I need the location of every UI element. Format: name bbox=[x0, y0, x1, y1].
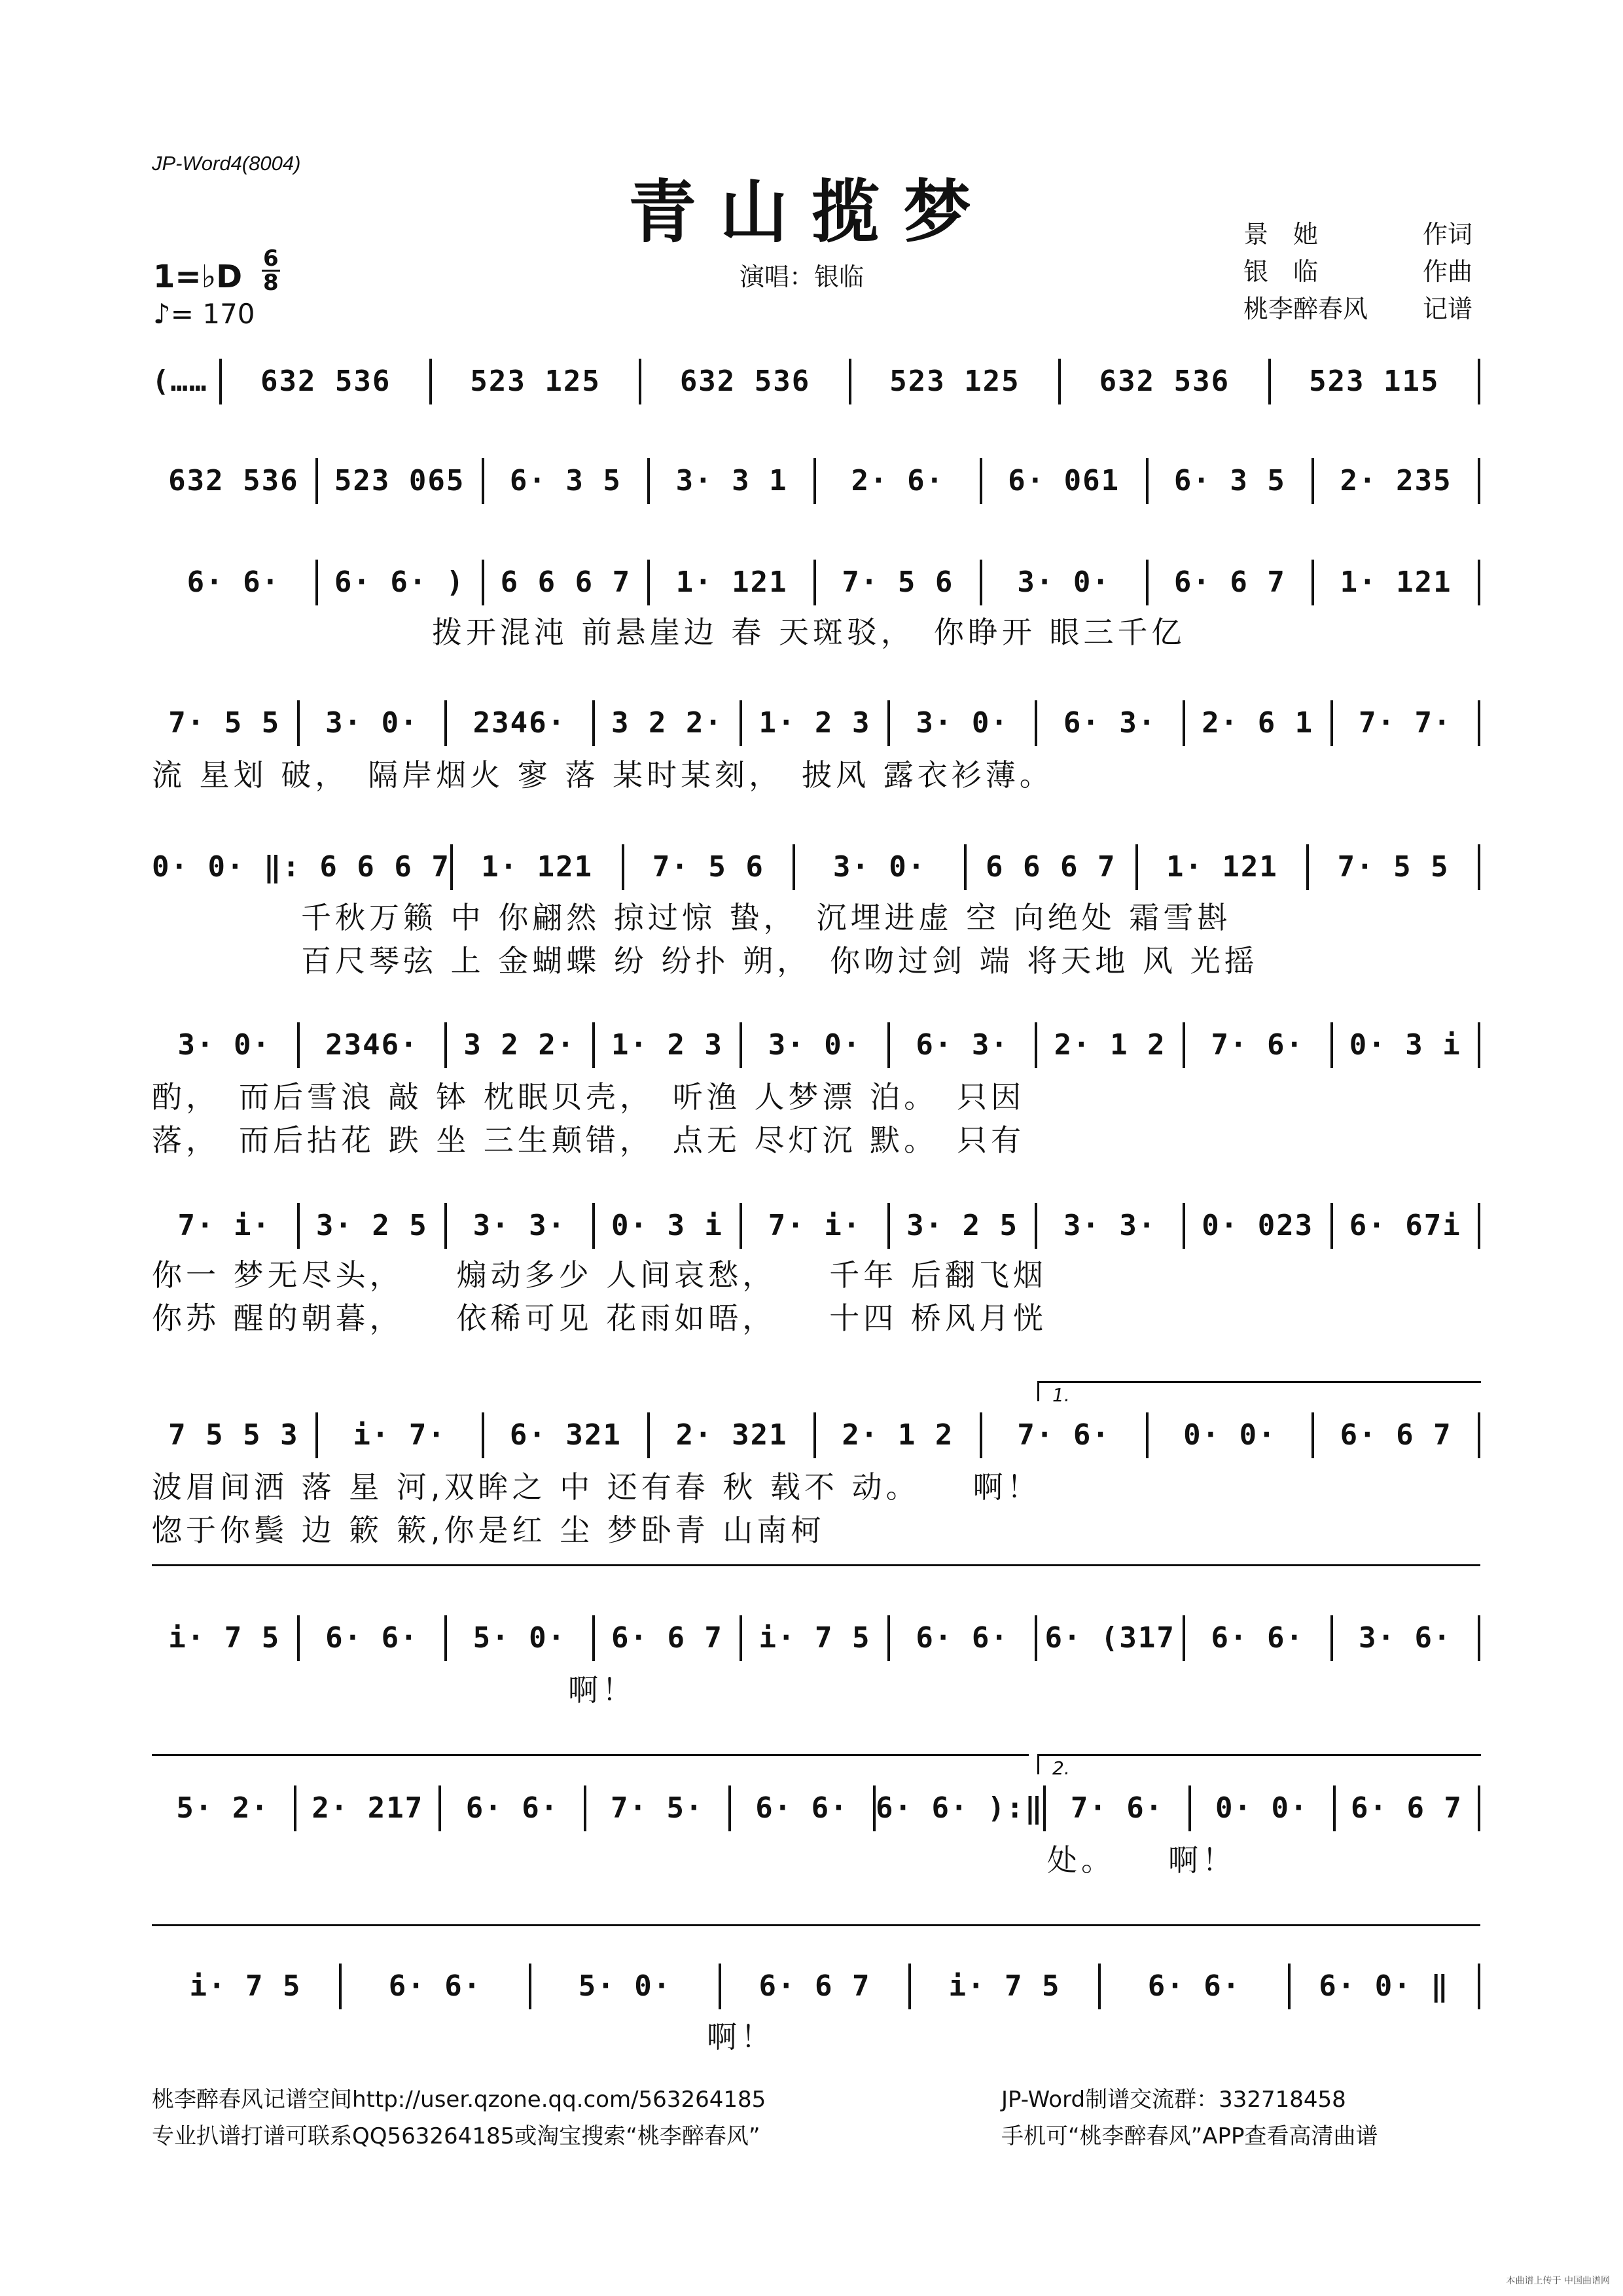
measure: 6· 321 bbox=[484, 1412, 651, 1458]
measure: i· 7 5 bbox=[152, 1615, 300, 1661]
measure: 632 536 bbox=[641, 359, 851, 404]
volta-2 bbox=[1037, 1754, 1481, 1779]
measure: 523 125 bbox=[432, 359, 641, 404]
volta-continuation bbox=[152, 1924, 1480, 1926]
lyric-line: 处。 啊！ bbox=[1047, 1842, 1236, 1878]
score-line-1 bbox=[152, 359, 1480, 404]
measure: 6· 67i bbox=[1333, 1203, 1481, 1249]
lyric-line: 流 星划 破， 隔岸烟火 寥 落 某时某刻， 披风 露衣衫薄。 bbox=[152, 757, 1054, 793]
measure: 2· 235 bbox=[1314, 458, 1480, 504]
measure: 6 6 6 7 bbox=[967, 844, 1138, 890]
score-line-3 bbox=[152, 560, 1480, 605]
measure: 6· 6· bbox=[890, 1615, 1038, 1661]
measure: (…… bbox=[152, 359, 222, 404]
measure: 523 065 bbox=[318, 458, 484, 504]
footer-left-line-2: 专业扒谱打谱可联系QQ563264185或淘宝搜索“桃李醉春风” bbox=[152, 2123, 760, 2149]
transcriber-credit bbox=[1243, 291, 1472, 328]
measure: 632 536 bbox=[152, 458, 318, 504]
time-signature bbox=[262, 247, 280, 294]
measure: 2346· bbox=[300, 1022, 448, 1068]
footer-left bbox=[152, 2081, 766, 2155]
measure: 6· (317 bbox=[1037, 1615, 1185, 1661]
measure: 6· 6 7 bbox=[1149, 560, 1315, 605]
lyric-line: 波眉间洒 落 星 河,双眸之 中 还有春 秋 载不 动。 啊！ bbox=[152, 1469, 1041, 1505]
score-line-5 bbox=[152, 844, 1480, 890]
measure: 7· 6· bbox=[1046, 1785, 1190, 1831]
singer-label: 演唱：银临 bbox=[740, 262, 865, 291]
measure: 7· 6· bbox=[982, 1412, 1149, 1458]
measure: 1· 2 3 bbox=[742, 700, 890, 746]
measure: 3· 3· bbox=[447, 1203, 595, 1249]
transcriber-name: 桃李醉春风 bbox=[1243, 295, 1368, 323]
measure: 3· 0· bbox=[982, 560, 1149, 605]
lyric-line: 千秋万籁 中 你翩然 掠过惊 蛰， 沉埋进虚 空 向绝处 霜雪斟 bbox=[301, 900, 1232, 935]
measure: 7· 5 5 bbox=[152, 700, 300, 746]
measure: 2346· bbox=[447, 700, 595, 746]
measure: 6· 3· bbox=[1037, 700, 1185, 746]
score-line-8 bbox=[152, 1412, 1480, 1458]
measure: 6· 6· bbox=[441, 1785, 586, 1831]
volta-continuation bbox=[152, 1754, 1029, 1756]
measure: i· 7 5 bbox=[152, 1964, 342, 2009]
measure: 523 115 bbox=[1271, 359, 1480, 404]
measure: 6· 6· ) bbox=[318, 560, 484, 605]
measure: 7· 7· bbox=[1333, 700, 1481, 746]
measure: 6· 6· ):‖ bbox=[876, 1785, 1046, 1831]
measure: 7· 5 6 bbox=[624, 844, 796, 890]
software-label: JP-Word4(8004) bbox=[152, 152, 301, 175]
volta-2-label: 2. bbox=[1052, 1757, 1070, 1779]
volta-continuation bbox=[152, 1564, 1480, 1566]
lyric-line: 酌， 而后雪浪 敲 钵 枕眠贝壳， 听渔 人梦漂 泊。 只因 bbox=[152, 1079, 1026, 1115]
measure: 6· 6 7 bbox=[1336, 1785, 1480, 1831]
measure: 7· 5 6 bbox=[816, 560, 982, 605]
measure: 7· 6· bbox=[1185, 1022, 1333, 1068]
measure: 523 125 bbox=[851, 359, 1061, 404]
measure: 6· 6· bbox=[342, 1964, 531, 2009]
measure: 7· 5 5 bbox=[1309, 844, 1480, 890]
measure: 3· 6· bbox=[1333, 1615, 1481, 1661]
measure: 5· 2· bbox=[152, 1785, 296, 1831]
measure: 3· 0· bbox=[795, 844, 967, 890]
measure: 6· 6 7 bbox=[1314, 1412, 1480, 1458]
composer-name: 银 临 bbox=[1243, 257, 1319, 286]
footer-left-line-1: 桃李醉春风记谱空间http://user.qzone.qq.com/563264185 bbox=[152, 2087, 766, 2113]
measure: 6· 3 5 bbox=[1149, 458, 1315, 504]
measure: 7· i· bbox=[742, 1203, 890, 1249]
measure: 6· 6· bbox=[1185, 1615, 1333, 1661]
measure: 2· 321 bbox=[650, 1412, 816, 1458]
measure: 2· 1 2 bbox=[1037, 1022, 1185, 1068]
tempo-mark: ♪= 170 bbox=[153, 298, 255, 330]
lyric-line: 落， 而后拈花 跌 坐 三生颠错， 点无 尽灯沉 默。 只有 bbox=[152, 1122, 1026, 1158]
measure: 1· 121 bbox=[1314, 560, 1480, 605]
measure: 3 2 2· bbox=[595, 700, 743, 746]
score-line-11 bbox=[152, 1964, 1480, 2009]
composer-credit bbox=[1243, 253, 1472, 291]
score-line-7 bbox=[152, 1203, 1480, 1249]
measure: 0· 0· bbox=[1191, 1785, 1336, 1831]
measure: 3· 3· bbox=[1037, 1203, 1185, 1249]
key-signature: 1=♭D bbox=[153, 259, 243, 295]
score-line-10 bbox=[152, 1785, 1480, 1831]
measure: 1· 121 bbox=[650, 560, 816, 605]
lyric-line: 啊！ bbox=[707, 2019, 775, 2054]
measure: 6· 0· ‖ bbox=[1291, 1964, 1480, 2009]
lyric-line: 百尺琴弦 上 金蝴蝶 纷 纷扑 朔， 你吻过剑 端 将天地 风 光摇 bbox=[301, 943, 1258, 978]
lyric-line: 啊！ bbox=[568, 1672, 636, 1708]
measure: 3· 0· bbox=[300, 700, 448, 746]
measure: 6· 6· bbox=[152, 560, 318, 605]
measure: 1· 2 3 bbox=[595, 1022, 743, 1068]
measure: 6· 6· bbox=[300, 1615, 448, 1661]
measure: 0· 0· ‖: 6 6 6 7 bbox=[152, 844, 453, 890]
measure: 1· 121 bbox=[1138, 844, 1310, 890]
measure: 2· 6 1 bbox=[1185, 700, 1333, 746]
time-numerator: 6 bbox=[263, 245, 279, 272]
measure: 3· 2 5 bbox=[300, 1203, 448, 1249]
lyricist-credit bbox=[1243, 216, 1472, 253]
measure: 6· 6 7 bbox=[595, 1615, 743, 1661]
measure: 3· 2 5 bbox=[890, 1203, 1038, 1249]
upload-stamp: 本曲谱上传于 中国曲谱网 bbox=[1506, 2276, 1610, 2286]
measure: 3· 3 1 bbox=[650, 458, 816, 504]
measure: i· 7 5 bbox=[911, 1964, 1101, 2009]
measure: 2· 6· bbox=[816, 458, 982, 504]
lyric-line: 你一 梦无尽头， 煽动多少 人间哀愁， 千年 后翻飞烟 bbox=[152, 1257, 1047, 1293]
volta-1-label: 1. bbox=[1052, 1384, 1070, 1406]
lyric-line: 惚于你鬓 边 簌 簌,你是红 尘 梦卧青 山南柯 bbox=[152, 1513, 825, 1548]
lyric-line: 你苏 醒的朝暮， 依稀可见 花雨如晤， 十四 桥风月恍 bbox=[152, 1300, 1047, 1336]
measure: i· 7· bbox=[318, 1412, 484, 1458]
footer-right-line-2: 手机可“桃李醉春风”APP查看高清曲谱 bbox=[1001, 2123, 1378, 2149]
measure: 7 5 5 3 bbox=[152, 1412, 318, 1458]
measure: 2· 1 2 bbox=[816, 1412, 982, 1458]
measure: 632 536 bbox=[1061, 359, 1270, 404]
lyricist-name: 景 她 bbox=[1243, 220, 1319, 249]
measure: 0· 3 i bbox=[1333, 1022, 1481, 1068]
score-line-4 bbox=[152, 700, 1480, 746]
measure: 6 6 6 7 bbox=[484, 560, 651, 605]
measure: 2· 217 bbox=[296, 1785, 441, 1831]
measure: 7· 5· bbox=[586, 1785, 731, 1831]
measure: 6· 061 bbox=[982, 458, 1149, 504]
measure: 0· 0· bbox=[1149, 1412, 1315, 1458]
footer-right-line-1: JP-Word制谱交流群：332718458 bbox=[1001, 2087, 1346, 2113]
score-line-9 bbox=[152, 1615, 1480, 1661]
measure: 6· 6· bbox=[1101, 1964, 1291, 2009]
transcriber-role: 记谱 bbox=[1422, 295, 1472, 323]
volta-1 bbox=[1037, 1381, 1481, 1406]
lyricist-role: 作词 bbox=[1422, 220, 1472, 249]
measure: 0· 3 i bbox=[595, 1203, 743, 1249]
measure: 3 2 2· bbox=[447, 1022, 595, 1068]
measure: i· 7 5 bbox=[742, 1615, 890, 1661]
score-line-6 bbox=[152, 1022, 1480, 1068]
measure: 7· i· bbox=[152, 1203, 300, 1249]
lyric-line: 拨开混沌 前悬崖边 春 天斑驳， 你睁开 眼三千亿 bbox=[432, 615, 1186, 650]
measure: 632 536 bbox=[222, 359, 431, 404]
measure: 5· 0· bbox=[447, 1615, 595, 1661]
measure: 6· 3· bbox=[890, 1022, 1038, 1068]
composer-role: 作曲 bbox=[1422, 257, 1472, 286]
measure: 3· 0· bbox=[890, 700, 1038, 746]
song-title: 青山揽梦 bbox=[628, 172, 995, 252]
measure: 0· 023 bbox=[1185, 1203, 1333, 1249]
measure: 6· 3 5 bbox=[484, 458, 651, 504]
measure: 3· 0· bbox=[152, 1022, 300, 1068]
measure: 6· 6 7 bbox=[721, 1964, 911, 2009]
measure: 6· 6· bbox=[731, 1785, 876, 1831]
measure: 1· 121 bbox=[453, 844, 624, 890]
measure: 3· 0· bbox=[742, 1022, 890, 1068]
footer-right bbox=[1001, 2081, 1378, 2155]
credits bbox=[1243, 216, 1472, 328]
time-denominator: 8 bbox=[263, 270, 279, 296]
measure: 5· 0· bbox=[531, 1964, 721, 2009]
score-line-2 bbox=[152, 458, 1480, 504]
